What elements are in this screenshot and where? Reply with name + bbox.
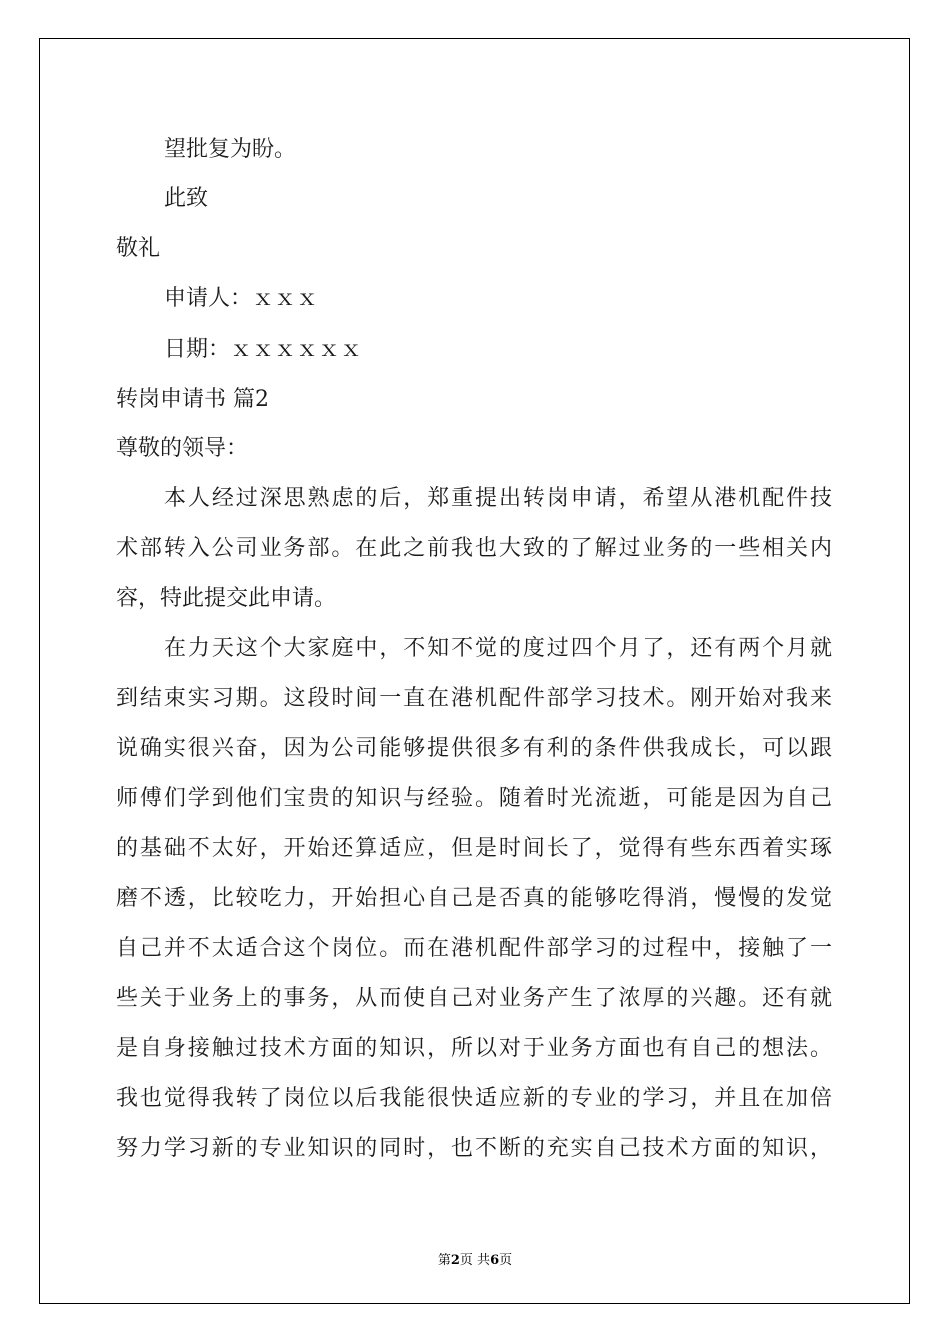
footer-current-page: 2 [450,1253,460,1268]
paragraph-line: 是自身接触过技术方面的知识，所以对于业务方面也有自己的想法。 [116,1036,832,1061]
paragraph-line: 容，特此提交此申请。 [116,586,337,611]
page-footer [0,1249,950,1268]
paragraph-line: 师傅们学到他们宝贵的知识与经验。随着时光流逝，可能是因为自己 [116,786,832,811]
closing-line: 此致 [164,186,209,211]
paragraph-line: 努力学习新的专业知识的同时，也不断的充实自己技术方面的知识， [116,1136,832,1161]
paragraph-line: 自己并不太适合这个岗位。而在港机配件部学习的过程中，接触了一 [116,936,832,961]
paragraph-line: 说确实很兴奋，因为公司能够提供很多有利的条件供我成长，可以跟 [116,736,832,761]
applicant-line: 申请人：ｘｘｘ [164,286,319,311]
footer-total-pages: 6 [490,1253,500,1268]
paragraph-line: 到结束实习期。这段时间一直在港机配件部学习技术。刚开始对我来 [116,686,832,711]
section-title: 转岗申请书 篇2 [116,387,269,412]
paragraph-line: 我也觉得我转了岗位以后我能很快适应新的专业的学习，并且在加倍 [116,1086,832,1111]
paragraph-line: 在力天这个大家庭中，不知不觉的度过四个月了，还有两个月就 [164,636,832,661]
paragraph-line: 本人经过深思熟虑的后，郑重提出转岗申请，希望从港机配件技 [164,486,832,511]
date-line: 日期：ｘｘｘｘｘｘ [164,337,363,362]
footer-suffix: 页 [499,1253,513,1268]
paragraph-line: 磨不透，比较吃力，开始担心自己是否真的能够吃得消，慢慢的发觉 [116,886,832,911]
closing-line: 望批复为盼。 [164,137,297,162]
paragraph-line: 术部转入公司业务部。在此之前我也大致的了解过业务的一些相关内 [116,536,832,561]
closing-line: 敬礼 [116,236,161,261]
footer-prefix: 第 [437,1253,451,1268]
paragraph-line: 些关于业务上的事务，从而使自己对业务产生了浓厚的兴趣。还有就 [116,986,832,1011]
page-border [39,38,910,1304]
salutation: 尊敬的领导： [116,436,249,461]
paragraph-line: 的基础不太好，开始还算适应，但是时间长了，觉得有些东西着实琢 [116,836,832,861]
footer-mid: 页 共 [459,1253,491,1268]
